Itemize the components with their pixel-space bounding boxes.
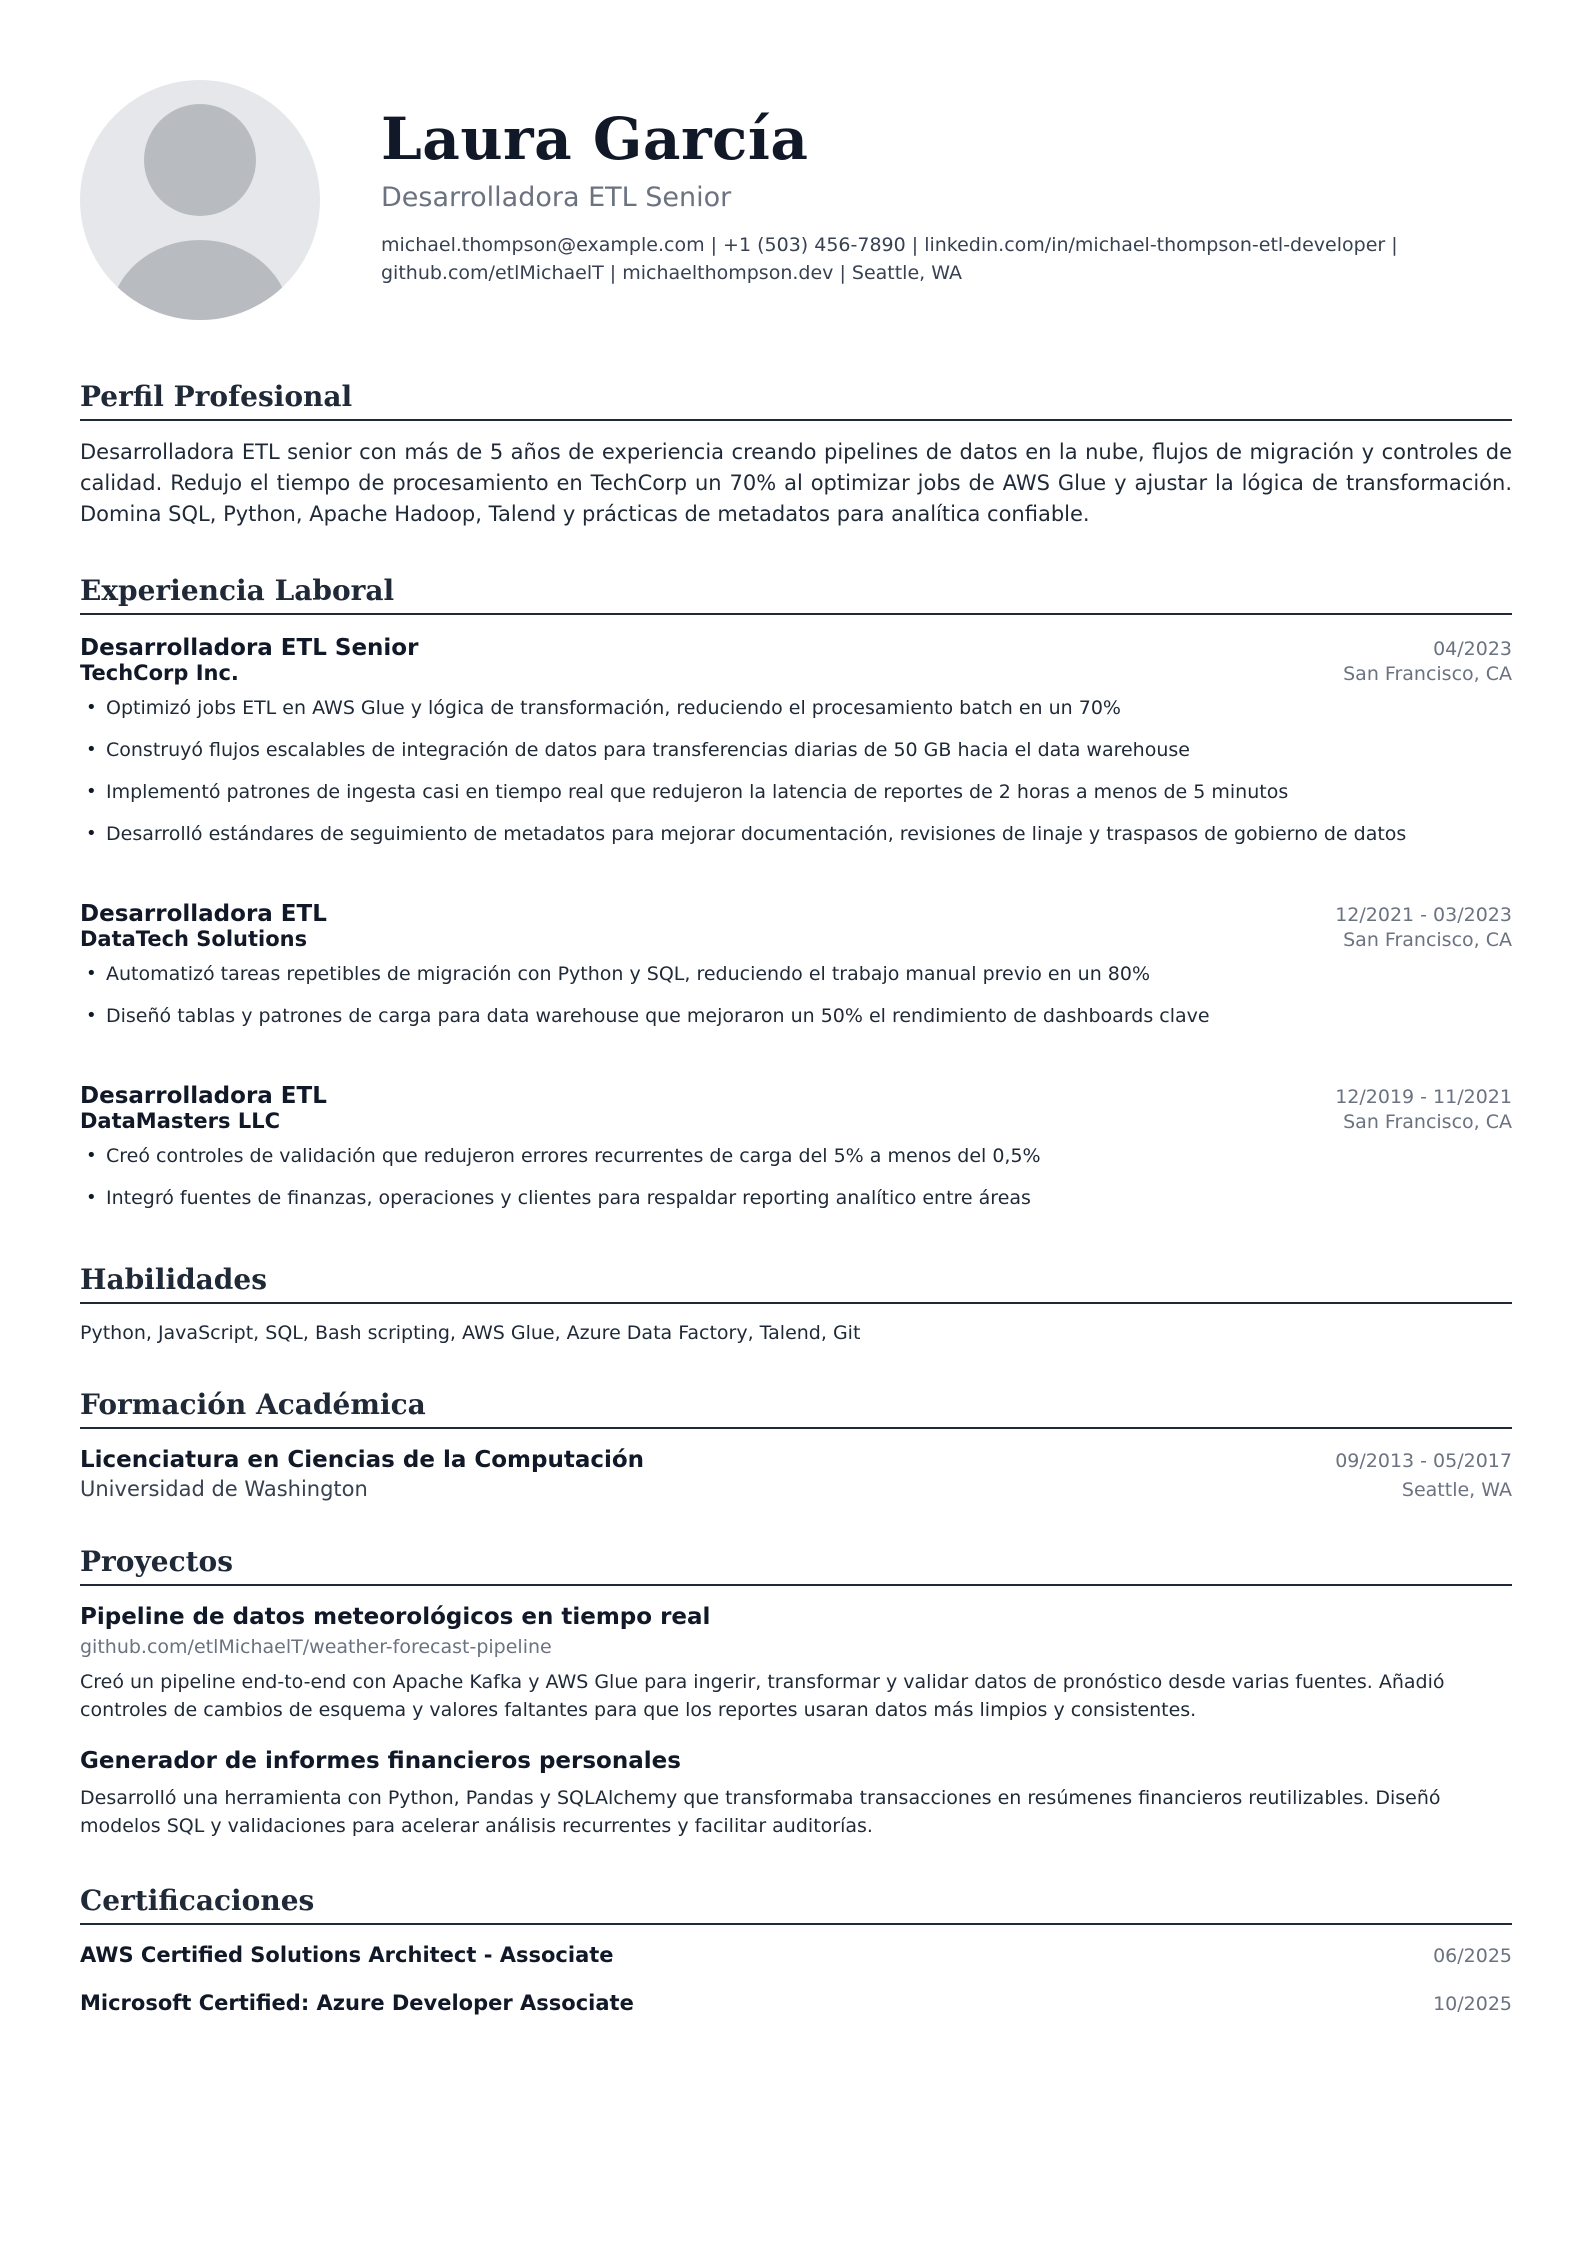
job-bullets — [80, 687, 1512, 855]
section-title: Habilidades — [80, 1263, 1512, 1304]
job-entry — [80, 1083, 1512, 1219]
job-entry — [80, 635, 1512, 855]
contact-line-2: github.com/etlMichaelT | michaelthompson.dev | Seattle, WA — [381, 261, 962, 284]
project-description: Desarrolló una herramienta con Python, Pandas y SQLAlchemy que transformaba transacciones en resúmenes financieros reutilizables. Diseñó modelos SQL y validaciones para acelerar análisis recurrentes y facilitar auditorías. — [80, 1787, 1441, 1837]
certification-date: 06/2025 — [1433, 1945, 1512, 1967]
project-link[interactable]: github.com/etlMichaelT/weather-forecast-pipeline — [80, 1636, 552, 1658]
job-title: Desarrolladora ETL — [80, 1083, 327, 1109]
job-bullet: • Creó controles de validación que redujeron errores recurrentes de carga del 5% a menos del 0,5% — [80, 1135, 1512, 1177]
summary-section — [80, 380, 1512, 530]
avatar — [80, 80, 320, 320]
job-company: DataMasters LLC — [80, 1109, 281, 1133]
job-bullets — [80, 1135, 1512, 1219]
job-title: Desarrolladora ETL — [80, 901, 327, 927]
certification-entry — [80, 1943, 1512, 1967]
project-title: Generador de informes financieros personales — [80, 1748, 681, 1774]
candidate-role: Desarrolladora ETL Senior — [381, 181, 732, 213]
job-title: Desarrolladora ETL Senior — [80, 635, 419, 661]
section-title: Certificaciones — [80, 1884, 1512, 1925]
job-bullet: • Integró fuentes de finanzas, operaciones y clientes para respaldar reporting analítico entre áreas — [80, 1177, 1512, 1219]
contact-line-1: michael.thompson@example.com | +1 (503) 456-7890 | linkedin.com/in/michael-thompson-etl-developer | — [381, 233, 1398, 256]
section-title: Experiencia Laboral — [80, 574, 1512, 615]
job-location: San Francisco, CA — [1343, 663, 1512, 685]
job-company: TechCorp Inc. — [80, 661, 239, 685]
project-description: Creó un pipeline end-to-end con Apache Kafka y AWS Glue para ingerir, transformar y validar datos de pronóstico desde varias fuentes. Añadió controles de cambios de esquema y valores faltantes para que los reportes usaran datos más limpios y consistentes. — [80, 1671, 1445, 1721]
job-entry — [80, 901, 1512, 1037]
section-title: Proyectos — [80, 1545, 1512, 1586]
project-entry — [80, 1604, 1512, 1724]
job-location: San Francisco, CA — [1343, 1111, 1512, 1133]
job-bullets — [80, 953, 1512, 1037]
resume-header — [80, 80, 1512, 320]
job-bullet: • Implementó patrones de ingesta casi en tiempo real que redujeron la latencia de reportes de 2 horas a menos de 5 minutos — [80, 771, 1512, 813]
job-bullet: • Diseñó tablas y patrones de carga para data warehouse que mejoraron un 50% el rendimiento de dashboards clave — [80, 995, 1512, 1037]
section-title: Perfil Profesional — [80, 380, 1512, 421]
job-bullet: • Desarrolló estándares de seguimiento de metadatos para mejorar documentación, revisiones de linaje y traspasos de gobierno de datos — [80, 813, 1512, 855]
job-location: San Francisco, CA — [1343, 929, 1512, 951]
section-title: Formación Académica — [80, 1388, 1512, 1429]
project-entry — [80, 1748, 1512, 1840]
education-entry — [80, 1447, 1512, 1501]
certification-entry — [80, 1991, 1512, 2015]
certification-name: Microsoft Certified: Azure Developer Associate — [80, 1991, 634, 2015]
skills-list: Python, JavaScript, SQL, Bash scripting, AWS Glue, Azure Data Factory, Talend, Git — [80, 1322, 861, 1344]
contact-info — [381, 231, 1451, 287]
certifications-section — [80, 1884, 1512, 2015]
projects-section — [80, 1545, 1512, 1840]
avatar-head-shape — [144, 104, 256, 216]
job-date: 04/2023 — [1433, 638, 1512, 660]
job-bullet: • Automatizó tareas repetibles de migración con Python y SQL, reduciendo el trabajo manual previo en un 80% — [80, 953, 1512, 995]
job-bullet: • Optimizó jobs ETL en AWS Glue y lógica de transformación, reduciendo el procesamiento batch en un 70% — [80, 687, 1512, 729]
job-date: 12/2019 - 11/2021 — [1335, 1086, 1512, 1108]
certification-date: 10/2025 — [1433, 1993, 1512, 2015]
job-bullet: • Construyó flujos escalables de integración de datos para transferencias diarias de 50 GB hacia el data warehouse — [80, 729, 1512, 771]
header-info — [381, 105, 1512, 287]
education-location: Seattle, WA — [1401, 1479, 1512, 1501]
education-school: Universidad de Washington — [80, 1477, 368, 1501]
job-date: 12/2021 - 03/2023 — [1335, 904, 1512, 926]
resume-page — [80, 80, 1512, 2015]
education-section — [80, 1388, 1512, 1501]
avatar-shoulders-shape — [110, 240, 290, 320]
experience-section — [80, 574, 1512, 1219]
education-degree: Licenciatura en Ciencias de la Computación — [80, 1447, 645, 1473]
project-title: Pipeline de datos meteorológicos en tiempo real — [80, 1604, 711, 1630]
job-company: DataTech Solutions — [80, 927, 308, 951]
education-date: 09/2013 - 05/2017 — [1335, 1450, 1512, 1472]
certification-name: AWS Certified Solutions Architect - Associate — [80, 1943, 614, 1967]
candidate-name: Laura García — [381, 105, 809, 173]
summary-text: Desarrolladora ETL senior con más de 5 años de experiencia creando pipelines de datos en la nube, flujos de migración y controles de calidad. Redujo el tiempo de procesamiento en TechCorp un 70% al optimizar jobs de AWS Glue y ajustar la lógica de transformación. Domina SQL, Python, Apache Hadoop, Talend y prácticas de metadatos para analítica confiable. — [80, 440, 1512, 526]
skills-section — [80, 1263, 1512, 1344]
